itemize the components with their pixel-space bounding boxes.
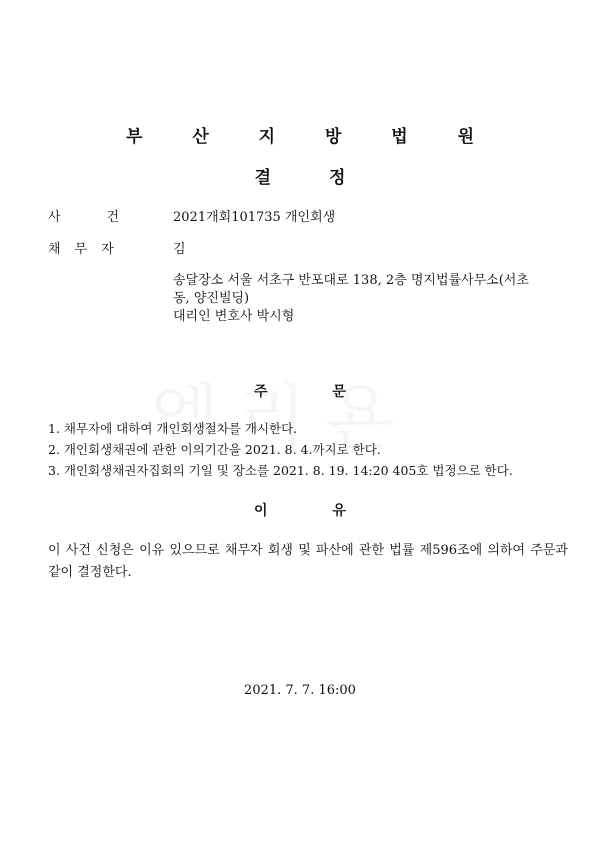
court-name: 부 산 지 방 법 원 [125,127,497,147]
attorney-line: 대리인 변호사 박시형 [173,309,295,324]
reason-text: 이 사건 신청은 이유 있으므로 채무자 회생 및 파산에 관한 법률 제596조에 의하여 주문과 같이 결정한다. [48,543,568,580]
order-item: 1. 채무자에 대하여 개인회생절차를 개시한다. [48,421,298,436]
order-item: 2. 개인회생채권에 관한 이의기간을 2021. 8. 4.까지로 한다. [48,442,381,457]
service-address-line: 동, 양진빌딩) [173,291,250,306]
order-item: 3. 개인회생채권자집회의 기일 및 장소를 2021. 8. 19. 14:20 405호 법정으로 한다. [48,463,513,478]
case-value: 2021개회101735 개인회생 [173,210,336,225]
debtor-row [48,238,186,257]
case-row [48,206,336,225]
debtor-label: 채무자 [48,242,128,257]
service-address-block [173,272,573,326]
decision-date: 2021. 7. 7. 16:00 [244,683,356,698]
reason-heading: 이 유 [254,503,346,519]
document-title: 결 정 [254,168,346,188]
order-list [48,418,568,481]
case-label: 사건 [48,210,166,225]
debtor-value: 김 [173,242,186,257]
order-heading: 주 문 [254,384,346,400]
service-address-line: 송달장소 서울 서초구 반포대로 138, 2층 명지법률사무소(서초 [173,273,529,288]
